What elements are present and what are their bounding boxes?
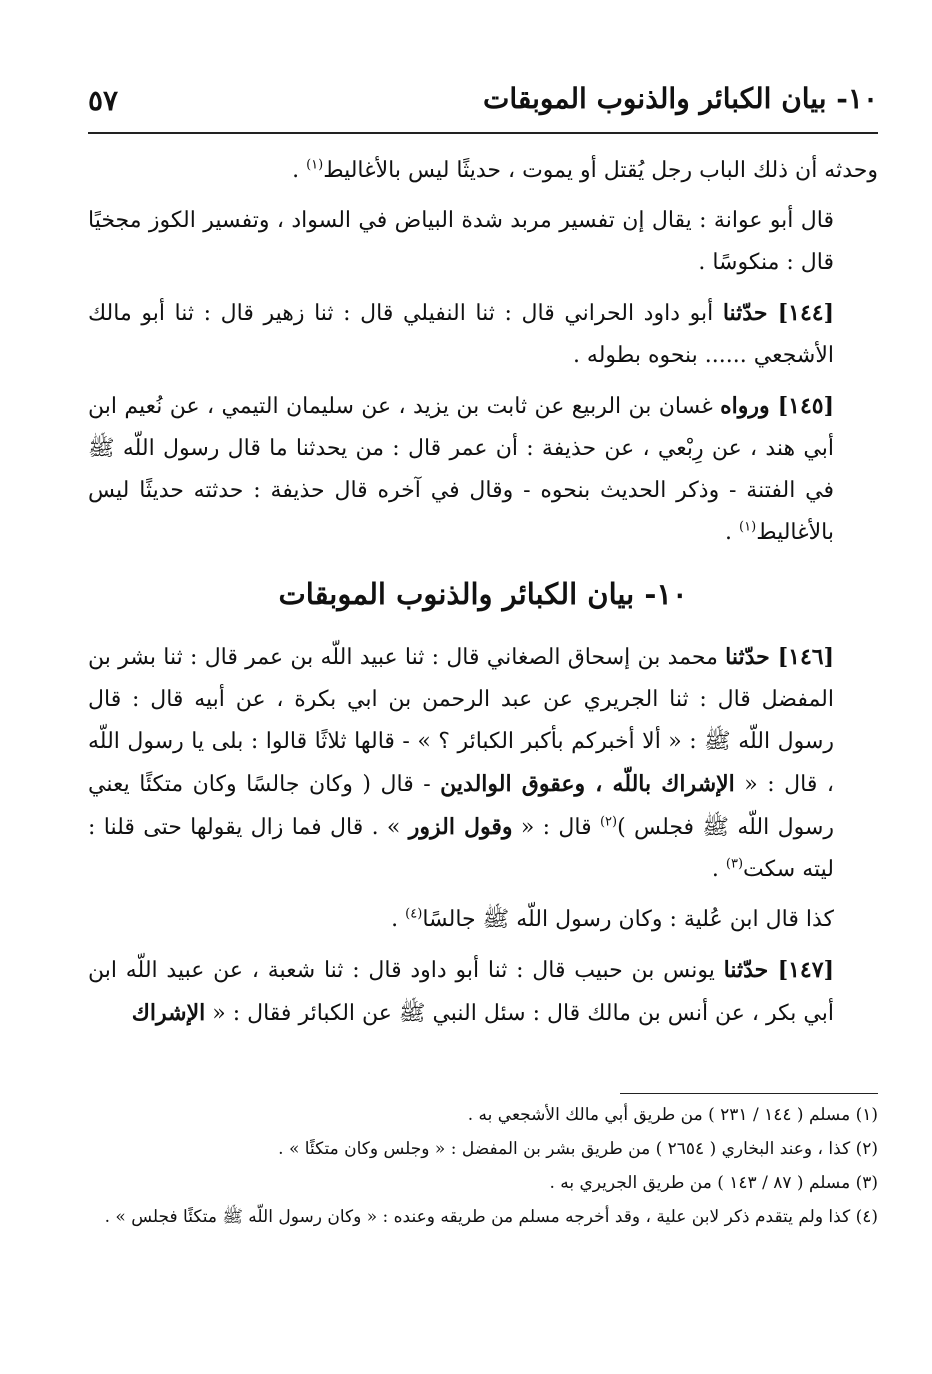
footnotes	[88, 1100, 878, 1236]
footnote-ref: (١)	[739, 519, 757, 535]
chapter-title: ١٠- بيان الكبائر والذنوب الموبقات	[278, 577, 688, 611]
footnote-ref: (٣)	[725, 856, 744, 872]
main-text	[88, 150, 878, 1043]
hadith-lead: حدّثنا	[725, 644, 778, 670]
footnote-ref: (٤)	[405, 906, 423, 922]
hadith-145: [١٤٥] ورواه غسان بن الربيع عن ثابت بن يزيد ، عن سليمان التيمي ، عن نُعيم ابن أبي هند ، عن رِبْعي ، عن حذيفة : أن عمر قال : من يحدثنا ما قال رسول اللّه ﷺ في الفتنة - وذكر الحديث بنحوه - وقال في آخره قال حذيفة : حدثته حديثًا ليس بالأغاليط$^{(١)}$ .	[88, 393, 834, 545]
paragraph-1: وحدثه أن ذلك الباب رجل يُقتل أو يموت ، حديثًا ليس بالأغاليط$^{(١)}$ .	[292, 157, 878, 183]
hadith-number: [١٤٤]	[777, 300, 834, 326]
hadith-147: [١٤٧] حدّثنا يونس بن حبيب قال : ثنا أبو داود قال : ثنا شعبة ، عن عبيد اللّه ابن أبي بكر ، عن أنس بن مالك قال : سئل النبي ﷺ عن الكبائر فقال : « الإشراك	[88, 957, 834, 1026]
hadith-144: [١٤٤] حدّثنا أبو داود الحراني قال : ثنا النفيلي قال : ثنا زهير قال : ثنا أبو مالك الأشجعي ...... بنحوه بطوله .	[88, 300, 834, 368]
footnote-rule	[620, 1093, 878, 1094]
footnote-4: (٤) كذا ولم يتقدم ذكر لابن علية ، وقد أخرجه مسلم من طريقه وعنده : « وكان رسول اللّه ﷺ متكئًا فجلس » .	[104, 1207, 878, 1227]
hadith-146: [١٤٦] حدّثنا محمد بن إسحاق الصغاني قال : ثنا عبيد اللّه بن عمر قال : ثنا بشر بن المفضل قال : ثنا الجريري عن عبد الرحمن بن ابي بكرة ، عن أبيه قال : قال رسول اللّه ﷺ : « ألا أخبركم بأكبر الكبائر ؟ » - قالها ثلاثًا قالوا : بلى يا رسول اللّه ، قال : « الإشراك باللّه ، وعقوق الوالدين - قال ( وكان جالسًا وكان متكئًا يعني رسول اللّه ﷺ فجلس )$^{(٢)}$ قال : « وقول الزور » . قال فما زال يقولها حتى قلنا : ليته سكت$^{(٣)}$ .	[88, 644, 834, 882]
running-title: ١٠- بيان الكبائر والذنوب الموبقات	[483, 82, 878, 115]
footnote-1: (١) مسلم ( ١٤٤ / ٢٣١ ) من طريق أبي مالك الأشجعي به .	[467, 1105, 878, 1125]
footnote-ref: (١)	[306, 157, 324, 173]
hadith-lead: ورواه	[720, 393, 778, 419]
hadith-lead: حدّثنا	[723, 957, 778, 983]
page-header	[88, 82, 878, 130]
paragraph-2: قال أبو عوانة : يقال إن تفسير مربد شدة البياض في السواد ، وتفسير الكوز مجخيًا قال : منكوسًا .	[88, 208, 834, 275]
hadith-number: [١٤٧]	[777, 957, 834, 983]
header-rule	[88, 132, 878, 134]
footnote-3: (٣) مسلم ( ٨٧ / ١٤٣ ) من طريق الجريري به .	[549, 1173, 878, 1193]
footnote-2: (٢) كذا ، وعند البخاري ( ٢٦٥٤ ) من طريق بشر بن المفضل : « وجلس وكان متكئًا » .	[278, 1139, 878, 1159]
page-number: ٥٧	[88, 84, 119, 117]
footnote-ref: (٢)	[599, 814, 618, 830]
paragraph-6: كذا قال ابن عُلية : وكان رسول اللّه ﷺ جالسًا$^{(٤)}$ .	[391, 906, 834, 932]
hadith-lead: حدّثنا	[722, 300, 778, 326]
hadith-number: [١٤٦]	[777, 644, 834, 670]
hadith-number: [١٤٥]	[777, 393, 834, 419]
